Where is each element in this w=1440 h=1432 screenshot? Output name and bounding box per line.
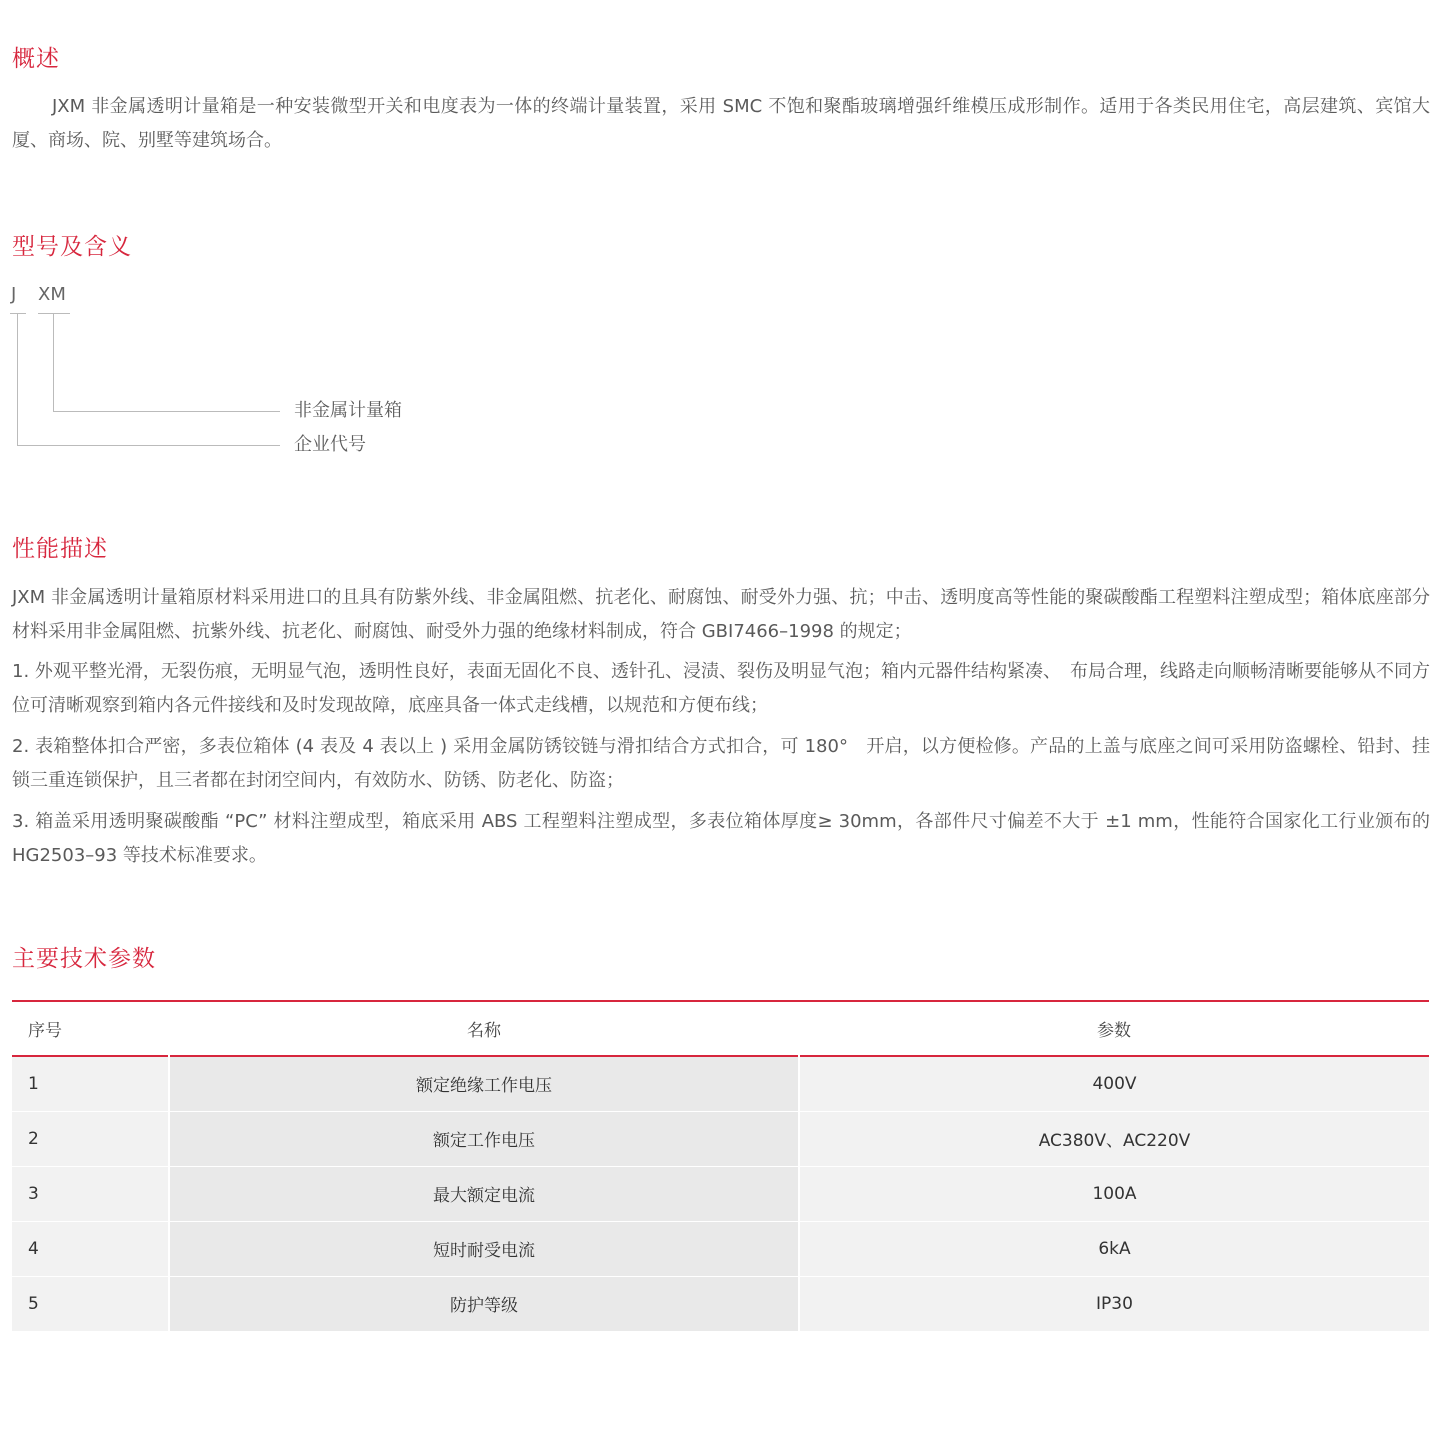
performance-paragraph-intro: JXM 非金属透明计量箱原材料采用进口的且具有防紫外线、非金属阻燃、抗老化、耐腐蚀、耐受外力强、抗；中击、透明度高等性能的聚碳酸酯工程塑料注塑成型；箱体底座部分材料采用非金属阻燃、抗紫外线、抗老化、耐腐蚀、耐受外力强的绝缘材料制成，符合 GBI7466–1998 的规定； <box>12 587 1430 642</box>
row-no: 1 <box>12 1056 169 1111</box>
row-name: 额定工作电压 <box>169 1111 799 1166</box>
row-no: 4 <box>12 1221 169 1276</box>
specs-header-row <box>12 1001 1429 1056</box>
specs-table <box>12 1000 1429 1332</box>
performance-title: 性能描述 <box>12 536 108 562</box>
row-value: 100A <box>799 1166 1429 1221</box>
row-name: 最大额定电流 <box>169 1166 799 1221</box>
performance-paragraph-1: 1. 外观平整光滑，无裂伤痕，无明显气泡，透明性良好，表面无固化不良、透针孔、浸渍、裂伤及明显气泡；箱内元器件结构紧凑、 布局合理，线路走向顺畅清晰要能够从不同方位可清晰观察到箱内各元件接线和及时发现故障，底座具备一体式走线槽，以规范和方便布线； <box>12 661 1430 716</box>
performance-paragraph-3: 3. 箱盖采用透明聚碳酸酯 “PC” 材料注塑成型，箱底采用 ABS 工程塑料注塑成型，多表位箱体厚度≥ 30mm，各部件尺寸偏差不大于 ±1 mm，性能符合国家化工行业颁布的 HG2503–93 等技术标准要求。 <box>12 811 1430 866</box>
j-connector-horizontal <box>17 445 280 446</box>
label-xm-meaning: 非金属计量箱 <box>294 400 402 421</box>
row-value: IP30 <box>799 1276 1429 1331</box>
xm-connector-horizontal <box>53 411 280 412</box>
performance-paragraph-2: 2. 表箱整体扣合严密，多表位箱体 (4 表及 4 表以上 ) 采用金属防锈铰链与滑扣结合方式扣合，可 180° 开启，以方便检修。产品的上盖与底座之间可采用防盗螺栓、铅封、挂锁三重连锁保护，且三者都在封闭空间内，有效防水、防锈、防老化、防盗； <box>12 736 1430 791</box>
header-value: 参数 <box>799 1001 1429 1056</box>
header-no: 序号 <box>12 1001 169 1056</box>
overview-text: JXM 非金属透明计量箱是一种安装微型开关和电度表为一体的终端计量装置，采用 SMC 不饱和聚酯玻璃增强纤维模压成形制作。适用于各类民用住宅，高层建筑、宾馆大厦、商场、院、别墅等建筑场合。 <box>12 96 1430 151</box>
table-row <box>12 1276 1429 1331</box>
overview-title: 概述 <box>12 46 60 72</box>
row-no: 5 <box>12 1276 169 1331</box>
row-name: 短时耐受电流 <box>169 1221 799 1276</box>
table-row <box>12 1221 1429 1276</box>
header-name: 名称 <box>169 1001 799 1056</box>
row-value: 6kA <box>799 1221 1429 1276</box>
xm-underline <box>38 313 70 314</box>
row-value: 400V <box>799 1056 1429 1111</box>
row-name: 额定绝缘工作电压 <box>169 1056 799 1111</box>
j-underline <box>10 313 26 314</box>
table-row <box>12 1056 1429 1111</box>
row-name: 防护等级 <box>169 1276 799 1331</box>
specs-title: 主要技术参数 <box>12 946 156 972</box>
model-code-xm: XM <box>38 284 66 305</box>
model-title: 型号及含义 <box>12 234 132 260</box>
label-j-meaning: 企业代号 <box>294 434 366 455</box>
table-row <box>12 1166 1429 1221</box>
j-connector-vertical <box>17 313 18 446</box>
row-value: AC380V、AC220V <box>799 1111 1429 1166</box>
model-code-j: J <box>11 284 17 305</box>
table-row <box>12 1111 1429 1166</box>
xm-connector-vertical <box>53 313 54 412</box>
row-no: 3 <box>12 1166 169 1221</box>
row-no: 2 <box>12 1111 169 1166</box>
